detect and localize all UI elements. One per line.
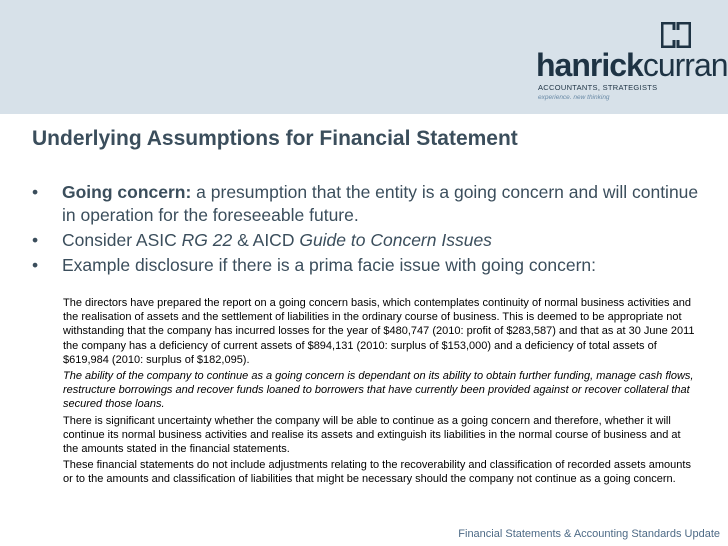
bullet-marker: • <box>32 230 39 250</box>
bullet-marker: • <box>32 182 39 202</box>
bullet-text: Example disclosure if there is a prima facie issue with going concern: <box>62 255 596 275</box>
logo-word-1: hanrick <box>536 47 643 83</box>
bullet-italic-rg22: RG 22 <box>181 230 233 250</box>
bullet-bold-term: Going concern: <box>62 182 192 202</box>
logo-mark-icon <box>661 22 691 48</box>
bullet-marker: • <box>32 255 39 275</box>
bullet-text: a presumption that the entity is a going concern and will continue in operation for the foreseeable future. <box>62 182 699 225</box>
company-logo <box>536 22 728 102</box>
bullet-italic-guide: Guide to Concern Issues <box>299 230 492 250</box>
bullet-going-concern <box>32 181 712 227</box>
disclosure-paragraph: These financial statements do not include adjustments relating to the recoverability and classification of recorded assets amounts or to the amounts and classification of liabilities that might be necessary should the company not continue as a going concern. <box>63 459 691 486</box>
disclosure-paragraph-italic: The ability of the company to continue as a going concern is dependant on its ability to obtain further funding, manage cash flows, restructure borrowings and recover funds loaned to borrowers that have currently been provided against or recover collateral that secured those loans. <box>63 370 694 411</box>
logo-word-2: curran <box>642 47 728 83</box>
bullet-example-disclosure <box>32 254 712 277</box>
disclosure-paragraph: There is significant uncertainty whether the company will be able to continue as a going concern and therefore, whether it will continue its normal business activities and realise its assets and extinguish its liabilities in the normal course of business and at the amounts stated in the financial statements. <box>63 414 681 456</box>
footer-text: Financial Statements & Accounting Standards Update <box>458 528 720 540</box>
bullet-list <box>32 181 712 279</box>
bullet-text-mid: & AICD <box>232 230 300 250</box>
bullet-text-pre: Consider ASIC <box>62 230 182 250</box>
slide-title: Underlying Assumptions for Financial Statement <box>32 127 518 150</box>
bullet-consider-asic <box>32 229 712 252</box>
logo-wordmark <box>536 49 728 81</box>
logo-subtitle: ACCOUNTANTS, STRATEGISTS <box>538 83 658 92</box>
logo-tagline: experience. new thinking <box>538 94 610 101</box>
disclosure-block <box>63 296 695 489</box>
disclosure-paragraph: The directors have prepared the report on a going concern basis, which contemplates continuity of normal business activities and the realisation of assets and the settlement of liabilities in the ordinary course of business. This is deemed to be appropriate not withstanding that the company has incurred losses for the year of $480,747 (2010: profit of $283,587) and that as at 30 June 2011 the company has a deficiency of current assets of $894,131 (2010: surplus of $153,000) and a deficiency of total assets of $619,984 (2010: surplus of $182,095). <box>63 297 695 366</box>
